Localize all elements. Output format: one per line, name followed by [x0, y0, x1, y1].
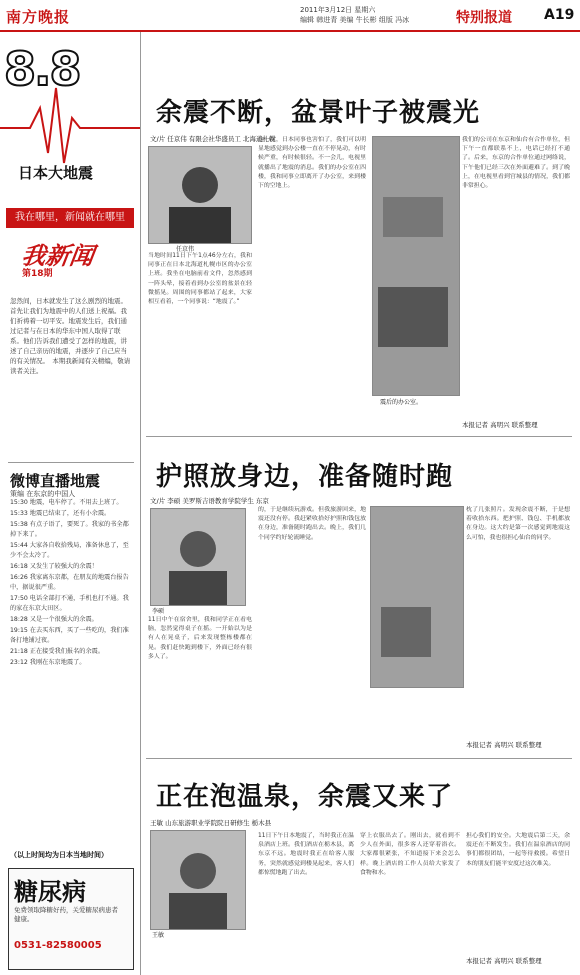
- article-1-col-3: 我们的公司在东京和仙台有合作单位，但下午一直都联系不上，电话已经打不通了。后来，东京的合作单位通过网络说，下午他们已经三次在外面避难了。到了晚上，在电视里看到宫城县的情况，我们都非常担心。: [462, 137, 570, 190]
- list-item: 15:38 有点子语了，要死了。我家的书全都掉下来了。: [10, 521, 129, 538]
- article-3-editor: 本报记者 高明兴 联系整理: [466, 957, 542, 965]
- divider: [146, 436, 572, 437]
- article-1-col-2: 这一次，日本同事也害怕了，我们可以明显地感觉到办公楼一直在不停晃动，有时候严重，有时候很轻。不一会儿，电视里就播出了地震的消息。我们的办公室在四楼，我和同事立即离开了办公室，来到楼下的空地上。: [258, 137, 366, 190]
- article-1-byline: 文/片 任京伟 有限会社华盛员工 北海道札幌: [150, 135, 276, 143]
- list-item: 16:18 又发生了较强大的余震！: [10, 563, 98, 570]
- list-item: 18:28 又是一个很强大的余震。: [10, 616, 98, 623]
- quake-label: 日本大地震: [18, 164, 94, 182]
- page-number: A19: [544, 7, 575, 23]
- author-photo: [150, 508, 246, 606]
- article-2-col-3: 枕了几张照片。发现余震不断，于是想着收拾东西。把护照、钱包、手机都放在身边。这大约是第一次感觉到地震这么可怕，我也很担心仙台的同学。: [466, 507, 570, 541]
- article-1-editor: 本报记者 高明兴 联系整理: [462, 421, 538, 429]
- article-2-col-2: 的，于是继续玩游戏。但我旅游回来，地震还没有停。我赶紧收拾好护照和钱包放在身边，准备随时跑出去。晚上，我们几个同学约好轮流睡觉。: [258, 507, 366, 541]
- author-caption: 李硕: [152, 608, 165, 615]
- article-3-col-3: 担心我们的安全。大地震后第二天，余震还在不断发生。我们在温泉酒店的同事们都很团结，一起等待救援。希望日本的朋友们能平安度过这次难关。: [466, 833, 570, 867]
- author-photo: [150, 830, 246, 930]
- article-1-title: 余震不断，盆景叶子被震光: [156, 98, 481, 128]
- ad-title: 糖尿病: [14, 877, 86, 906]
- ad-text: 免费领取降糖好药，关爱糖尿病患者健康。: [14, 906, 118, 923]
- date-line: 2011年3月12日 星期六: [300, 6, 376, 14]
- article-3-title: 正在泡温泉，余震又来了: [156, 782, 454, 812]
- author-caption: 任京伟: [176, 246, 195, 253]
- staff-line: 编辑 韩进青 美编 牛长彬 组版 冯冰: [300, 16, 410, 24]
- list-item: 19:15 在去买东西，买了一些吃的，我们准备打地铺过夜。: [10, 627, 129, 644]
- intro-text: 忽然间，日本就发生了这么剧烈的地震。首先让我们为地震中的人们送上祝福。我们祈祷着一切平安。地震发生后，我们通过记者与在日本的华东中国人取得了联系。他们告诉我们遭受了怎样的地震，讲述了自己亲历的地震，并逐步了自己应当的有关情况。 本期我新闻有关精编，敬请读者关注。: [10, 297, 131, 375]
- issue-number: 第18期: [22, 269, 53, 279]
- list-item: 21:18 正在接受我们报名的余震。: [10, 648, 105, 655]
- weibo-list: [10, 498, 132, 669]
- weibo-byline: 策编 在东京的中国人: [10, 490, 76, 498]
- ad-phone: 0531-82580005: [14, 940, 102, 951]
- section-title: 特别报道: [456, 10, 512, 26]
- magnitude-number: 8.8: [4, 42, 80, 96]
- article-3-col-2: 穿上衣服出去了。刚出去，就看到不少人在外面，很多客人还穿着浴衣。大家都很紧张，不知道接下来会怎么样。晚上酒店的工作人员给大家发了食物和水。: [360, 833, 460, 876]
- author-photo: [148, 146, 252, 244]
- article-2-byline: 文/片 李硕 美罗斯吉语教育学院学生 东京: [150, 497, 269, 505]
- list-item: 15:44 大家各自收拾残局，准备休息了，至少不会太冷了。: [10, 542, 129, 559]
- article-2-editor: 本报记者 高明兴 联系整理: [466, 741, 542, 749]
- slogan-banner: 我在哪里，新闻就在哪里: [6, 208, 134, 228]
- divider: [146, 758, 572, 759]
- article-1-col-1: 当地时间11日下午1点46分左右，我和同事正在日本北海道札幌市区的办公室上班。我坐在电脑前看文件，忽然感到一阵头晕，接着看到办公室的盆景在轻微摇晃。周围的同事都站了起来，大家相互看着，一个同事说：“地震了。”: [148, 253, 252, 306]
- author-caption: 王敏: [152, 932, 165, 939]
- photo-caption: 震后的办公室。: [380, 399, 423, 406]
- list-item: 23:12 我刚在东京地震了。: [10, 659, 86, 666]
- article-2-col-1: 11日中午在宿舍里，我和同学正在看电脑，忽然觉得桌子在摇。一开始以为是有人在晃桌子，后来发现整栋楼都在晃。我们赶快跑到楼下，外面已经有很多人了。: [148, 617, 252, 660]
- earthquake-photo: [372, 136, 460, 396]
- list-item: 16:26 我家离东京都，在朋友的地震台报告中，据说很严重。: [10, 574, 129, 591]
- room-photo: [370, 506, 464, 688]
- newspaper-logo: 南方晚报: [6, 8, 71, 26]
- weibo-footer: （以上时间均为日本当地时间）: [10, 851, 108, 859]
- brand-logo: 我新闻: [19, 242, 96, 270]
- weibo-heading: 微博直播地震: [10, 472, 101, 490]
- seismograph-icon: [0, 68, 140, 168]
- article-3-byline: 王敏 山东旅游职业学院院日研修生 栃木县: [150, 819, 272, 827]
- article-2-title: 护照放身边，准备随时跑: [156, 462, 454, 492]
- list-item: 15:30 地震，电车停了。不用去上班了。: [10, 499, 123, 506]
- list-item: 15:33 地震已结束了，还有小余震。: [10, 510, 111, 517]
- list-item: 17:50 电话全部打不通，手机也打不通。我的家在东京大田区。: [10, 595, 129, 612]
- article-3-col-1: 11日下午日本地震了，当时我正在温泉酒店上班。我们酒店在栃木县，离东京不远。地震时我正在给客人服务，突然就感觉到楼晃起来，客人们都惊慌地跑了出去。: [258, 833, 354, 876]
- divider: [8, 462, 134, 463]
